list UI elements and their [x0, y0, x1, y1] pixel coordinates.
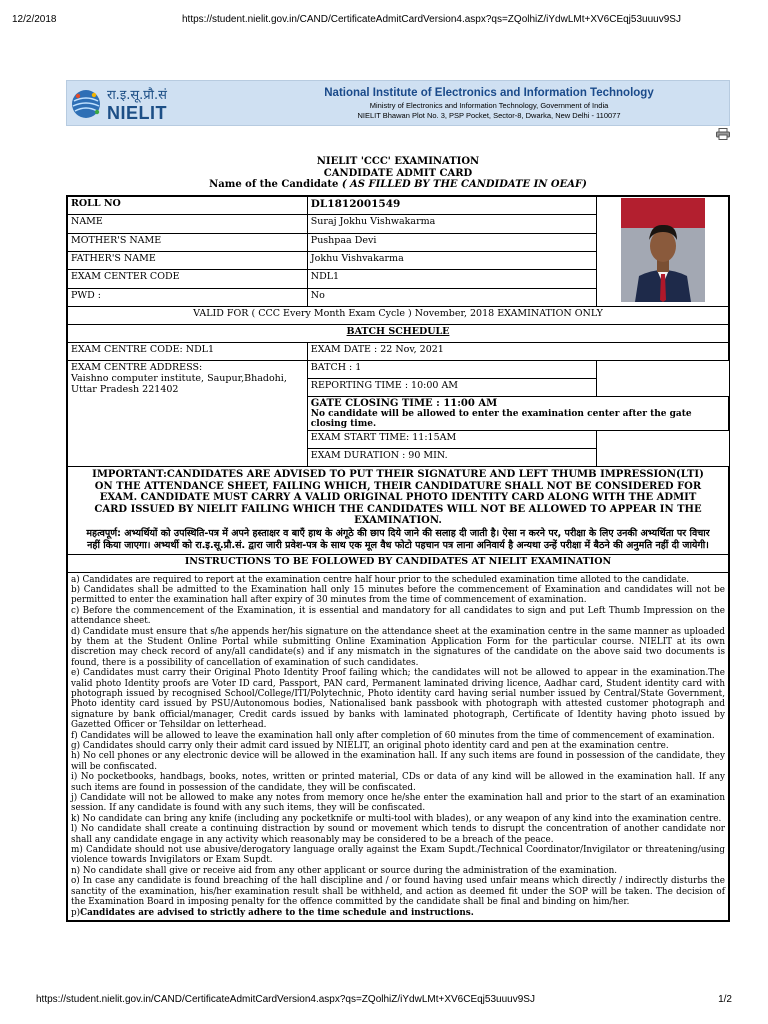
- institute-name: National Institute of Electronics and Information Technology: [324, 87, 654, 99]
- table-row: [68, 325, 729, 343]
- institute-address: NIELIT Bhawan Plot No. 3, PSP Pocket, Sector-8, Dwarka, New Delhi - 110077: [357, 111, 621, 120]
- exam-center-code-value: NDL1: [307, 270, 597, 288]
- table-row: [68, 361, 729, 379]
- admit-card: [66, 195, 730, 922]
- father-name-value: Jokhu Vishvakarma: [307, 251, 597, 269]
- pwd-value: No: [307, 288, 597, 306]
- instruction-item-last: [71, 908, 725, 918]
- instruction-item: k) No candidate can bring any knife (including any pocketknife or multi-tool with blades), or any weapon of any kind into the examination centre.: [71, 813, 722, 824]
- page-number: 1/2: [718, 994, 732, 1005]
- instruction-item: j) Candidate will not be allowed to make any notes from memory once he/she enter the examination hall and prior to the start of an examination session. If any candidate is found with any such items, they will be confiscated.: [71, 793, 725, 814]
- blank-cell: [597, 449, 729, 467]
- exam-start-time: EXAM START TIME: 11:15AM: [307, 431, 597, 449]
- blank-cell: [597, 379, 729, 397]
- important-notice-english: IMPORTANT:CANDIDATES ARE ADVISED TO PUT THEIR SIGNATURE AND LEFT THUMB IMPRESSION(LTI) ON THE ATTENDANCE SHEET, FAILING WHICH, THEIR CANDIDATURE SHALL NOT BE CONSIDERED FOR EXAM. CANDIDATE MUST CARRY A VALID ORIGINAL PHOTO IDENTITY CARD ALONG WITH THE ADMIT CARD ISSUED BY NIELIT FAILING WHICH THE CANDIDATES WILL NOT BE ALLOWED TO APPEAR IN THE EXAMINATION.: [92, 469, 704, 526]
- table-row: [68, 197, 729, 215]
- instruction-item: n) No candidate shall give or receive aid from any other applicant or source during the administration of the examination.: [71, 865, 618, 876]
- table-row: [68, 467, 729, 555]
- nielit-banner: [66, 80, 730, 126]
- instruction-item: a) Candidates are required to report at the examination centre half hour prior to the scheduled examination time alloted to the candidate.: [71, 574, 690, 585]
- candidate-photo: [621, 198, 705, 302]
- instruction-item: o) In case any candidate is found breaching of the hall discipline and / or found having used unfair means which directly / indirectly disturbs the sanctity of the examination, his/her examination result shall be withheld, and action as deemed fit under the SOP will be taken. The decision of the Examination Board in imposing penalty for the offence committed by the candidate shall be final and binding on him/her.: [71, 876, 725, 908]
- instruction-item: h) No cell phones or any electronic device will be allowed in the examination hall. If any such items are found in possession of the candidate, they will be confiscated.: [71, 751, 725, 772]
- exam-centre-address-cell: [68, 361, 308, 467]
- batch-schedule-heading: BATCH SCHEDULE: [68, 325, 729, 343]
- print-footer-url: https://student.nielit.gov.in/CAND/CertificateAdmitCardVersion4.aspx?qs=ZQolhiZ/iYdwLMt+XV6CEqj53uuuv9SJ: [36, 994, 535, 1005]
- valid-for-line: VALID FOR ( CCC Every Month Exam Cycle ) November, 2018 EXAMINATION ONLY: [68, 307, 729, 325]
- instruction-item: e) Candidates must carry their Original Photo Identity Proof failing which; the candidates will not be allowed to appear in the examination.The valid photo Identity proofs are Voter ID card, Passport, PAN card, Permanent laminated driving licence, Aadhar card, Student identity card with photograph issued by recognised School/College/ITI/Polytechnic, Photo identity card having serial number issued by Central/State Government, Photo identity card issued by PSU/Autonomous bodies, Nationalised bank passbook with photograph with attested customer photograph and signature by bank official/manager, Credit cards issued by banks with laminated photograph, Certificate of Identity having photo issued by Gazetted Officer or Tehsildar on letterhead.: [71, 668, 725, 731]
- banner-text: [257, 87, 721, 120]
- instruction-item: c) Before the commencement of the Examination, it is essential and mandatory for all candidates to sign and put Left Thumb Impression on the attendance sheet.: [71, 605, 725, 627]
- batch-number: BATCH : 1: [307, 361, 597, 379]
- blank-cell: [597, 361, 729, 379]
- exam-centre-address-label: EXAM CENTRE ADDRESS:: [71, 362, 203, 373]
- candidate-name-caption: [66, 179, 730, 191]
- instruction-item: b) Candidates shall be admitted to the Examination hall only 15 minutes before the commencement of Examination and candidates will not be permitted to enter the examination hall after expiry of 30 minutes from the time of commencement of examination.: [71, 584, 725, 606]
- roll-label: ROLL NO: [68, 197, 308, 215]
- candidate-caption-prefix: Name of the Candidate: [209, 179, 339, 190]
- table-row: [68, 572, 729, 920]
- father-name-label: FATHER'S NAME: [68, 251, 308, 269]
- exam-date: EXAM DATE : 22 Nov, 2021: [307, 343, 728, 361]
- table-row: [68, 343, 729, 361]
- card-title: CANDIDATE ADMIT CARD: [323, 167, 473, 179]
- globe-icon: [69, 87, 103, 121]
- printer-icon[interactable]: [716, 128, 730, 140]
- gate-closing-time: GATE CLOSING TIME : 11:00 AM: [310, 398, 498, 409]
- print-url: https://student.nielit.gov.in/CAND/CertificateAdmitCardVersion4.aspx?qs=ZQolhiZ/iYdwLMt+XV6CEqj53uuuv9SJ: [182, 14, 681, 25]
- exam-center-code-label: EXAM CENTER CODE: [68, 270, 308, 288]
- nielit-logo: [69, 83, 181, 125]
- important-notice: [68, 467, 729, 555]
- exam-centre-code: EXAM CENTRE CODE: NDL1: [68, 343, 308, 361]
- instruction-item: f) Candidates will be allowed to leave the examination hall only after completion of 60 minutes from the time of commencement of examination.: [71, 730, 715, 741]
- name-label: NAME: [68, 215, 308, 233]
- logo-hindi-text: रा.इ.सू.प्रौ.सं: [107, 88, 167, 103]
- instruction-item: l) No candidate shall create a continuing distraction by sound or movement which tends to disrupt the concentration of another candidate nor shall any candidate engage in any activity which reasonably may be considered to be a breach of the peace.: [71, 824, 725, 845]
- ministry-line: Ministry of Electronics and Information Technology, Government of India: [369, 101, 609, 110]
- candidate-details-table: [67, 196, 729, 921]
- instruction-item: d) Candidate must ensure that s/he appends her/his signature on the attendance sheet at the examination centre in the same manner as uploaded by them at the Student Online Portal while submitting Online Examination Application Form for the particular course. NIELIT at its own discretion may check record of any/all candidate(s) and if any mismatch in the signatures of the candidate on the above said two documents is found, there is a possibility of cancellation of examination of such candidates.: [71, 626, 725, 668]
- pwd-label: PWD :: [68, 288, 308, 306]
- blank-cell: [597, 431, 729, 449]
- name-value: Suraj Jokhu Vishwakarma: [307, 215, 597, 233]
- instruction-item: i) No pocketbooks, handbags, books, notes, written or printed material, CDs or data of any kind will be allowed in the examination hall. If any such items are found in possession of the candidate, they will be confiscated.: [71, 772, 725, 793]
- mother-name-value: Pushpaa Devi: [307, 233, 597, 251]
- important-notice-hindi: महत्वपूर्ण: अभ्यर्थियों को उपस्थिति-पत्र में अपने हस्ताक्षर व बाएँ हाथ के अंगूठे की छाप दिये जाने की सलाह दी जाती है। ऐसा न करने पर, परीक्षा के लिए उनकी अभ्यर्थिता पर विचार नहीं किया जाएगा। अभ्यर्थी को रा.इ.सू.प्रौ.सं. द्वारा जारी प्रवेश-पत्र के साथ एक मूल वैध फोटो पहचान पत्र लाना अनिवार्य है अन्यथा उन्हें परीक्षा में बैठने की अनुमति नहीं दी जायेगी।: [86, 527, 710, 551]
- instruction-item: m) Candidate should not use abusive/derogatory language orally against the Exam Supdt./Technical Coordinator/Invigilator or threatening/using violence towards Invigilators or Exam Supdt.: [71, 845, 725, 866]
- logo-wordmark: NIELIT: [107, 103, 167, 123]
- exam-title: NIELIT 'CCC' EXAMINATION: [316, 156, 480, 167]
- gate-closing-note: No candidate will be allowed to enter the examination center after the gate closing time.: [310, 409, 692, 429]
- print-date: 12/2/2018: [12, 14, 57, 25]
- instructions-heading: INSTRUCTIONS TO BE FOLLOWED BY CANDIDATES AT NIELIT EXAMINATION: [68, 554, 729, 572]
- photo-cell: [597, 197, 729, 307]
- instruction-last-prefix: p): [71, 907, 81, 918]
- instruction-last-text: Candidates are advised to strictly adhere to the time schedule and instructions.: [80, 907, 474, 918]
- roll-value: DL1812001549: [307, 197, 597, 215]
- reporting-time: REPORTING TIME : 10:00 AM: [307, 379, 597, 397]
- mother-name-label: MOTHER'S NAME: [68, 233, 308, 251]
- exam-duration: EXAM DURATION : 90 MIN.: [307, 449, 597, 467]
- gate-closing-cell: [307, 397, 728, 431]
- table-row: [68, 307, 729, 325]
- candidate-caption-note: ( AS FILLED BY THE CANDIDATE IN OEAF): [341, 179, 587, 190]
- table-row: [68, 554, 729, 572]
- admit-card-titles: [66, 156, 730, 191]
- instructions-body: [68, 572, 729, 920]
- exam-centre-address: Vaishno computer institute, Saupur,Bhadohi, Uttar Pradesh 221402: [71, 373, 287, 395]
- instruction-item: g) Candidates should carry only their admit card issued by NIELIT, an original photo identity card and pen at the examination centre.: [71, 741, 669, 751]
